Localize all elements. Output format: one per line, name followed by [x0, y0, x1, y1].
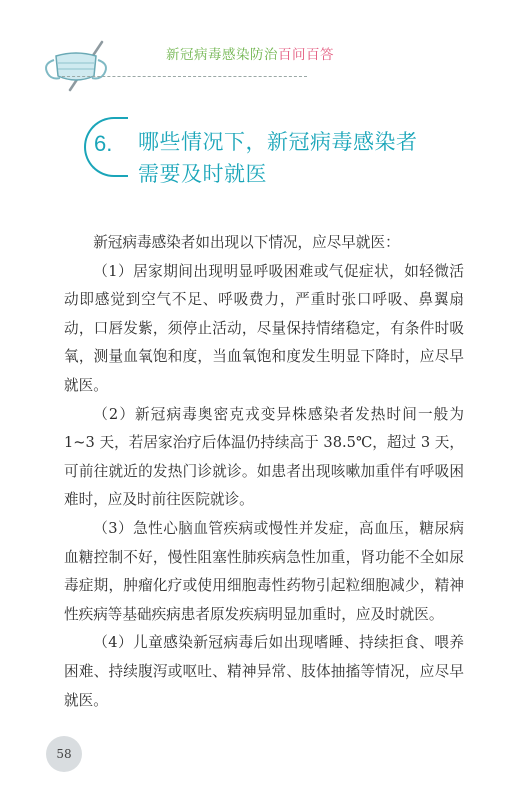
paragraph-4: （4）儿童感染新冠病毒后如出现嗜睡、持续拒食、喂养困难、持续腹泻或呕吐、精神异常、肢体抽搐等情况，应尽早就医。: [64, 634, 464, 709]
face-mask-icon: [40, 38, 160, 98]
running-header: [40, 28, 490, 88]
paragraph-intro: 新冠病毒感染者如出现以下情况，应尽早就医：: [93, 234, 400, 251]
book-title-accent: 百问百答: [278, 47, 334, 63]
paragraph-1: （1）居家期间出现明显呼吸困难或气促症状，如轻微活动即感觉到空气不足、呼吸费力，严重时张口呼吸、鼻翼扇动，口唇发紫，须停止活动，尽量保持情绪稳定，有条件时吸氧，测量血氧饱和度，当血氧饱和度发生明显下降时，应尽早就医。: [64, 262, 464, 394]
section-title-line-1: 哪些情况下，新冠病毒感染者: [138, 130, 418, 154]
paragraph-3: （3）急性心脑血管疾病或慢性并发症，高血压，糖尿病血糖控制不好，慢性阻塞性肺疾病急性加重，肾功能不全如尿毒症期，肿瘤化疗或使用细胞毒性药物引起粒细胞减少，精神性疾病等基础疾病患者原发疾病明显加重时，应及时就医。: [64, 519, 464, 623]
section-title-line-2: 需要及时就医: [138, 162, 267, 186]
book-title-main: 新冠病毒感染防治: [166, 47, 278, 63]
paragraph-2: （2）新冠病毒奥密克戎变异株感染者发热时间一般为 1~3 天，若居家治疗后体温仍持续高于 38.5℃，超过 3 天，可前往就近的发热门诊就诊。如患者出现咳嗽加重伴有呼吸困难时，应及时前往医院就诊。: [64, 405, 464, 509]
book-title: [166, 43, 334, 63]
page-number: 58: [46, 736, 82, 772]
section-number: 6.: [94, 131, 113, 156]
header-divider: [62, 76, 307, 77]
body-text: [64, 229, 464, 715]
section-title: [138, 126, 418, 190]
section-number-badge: [84, 117, 128, 177]
